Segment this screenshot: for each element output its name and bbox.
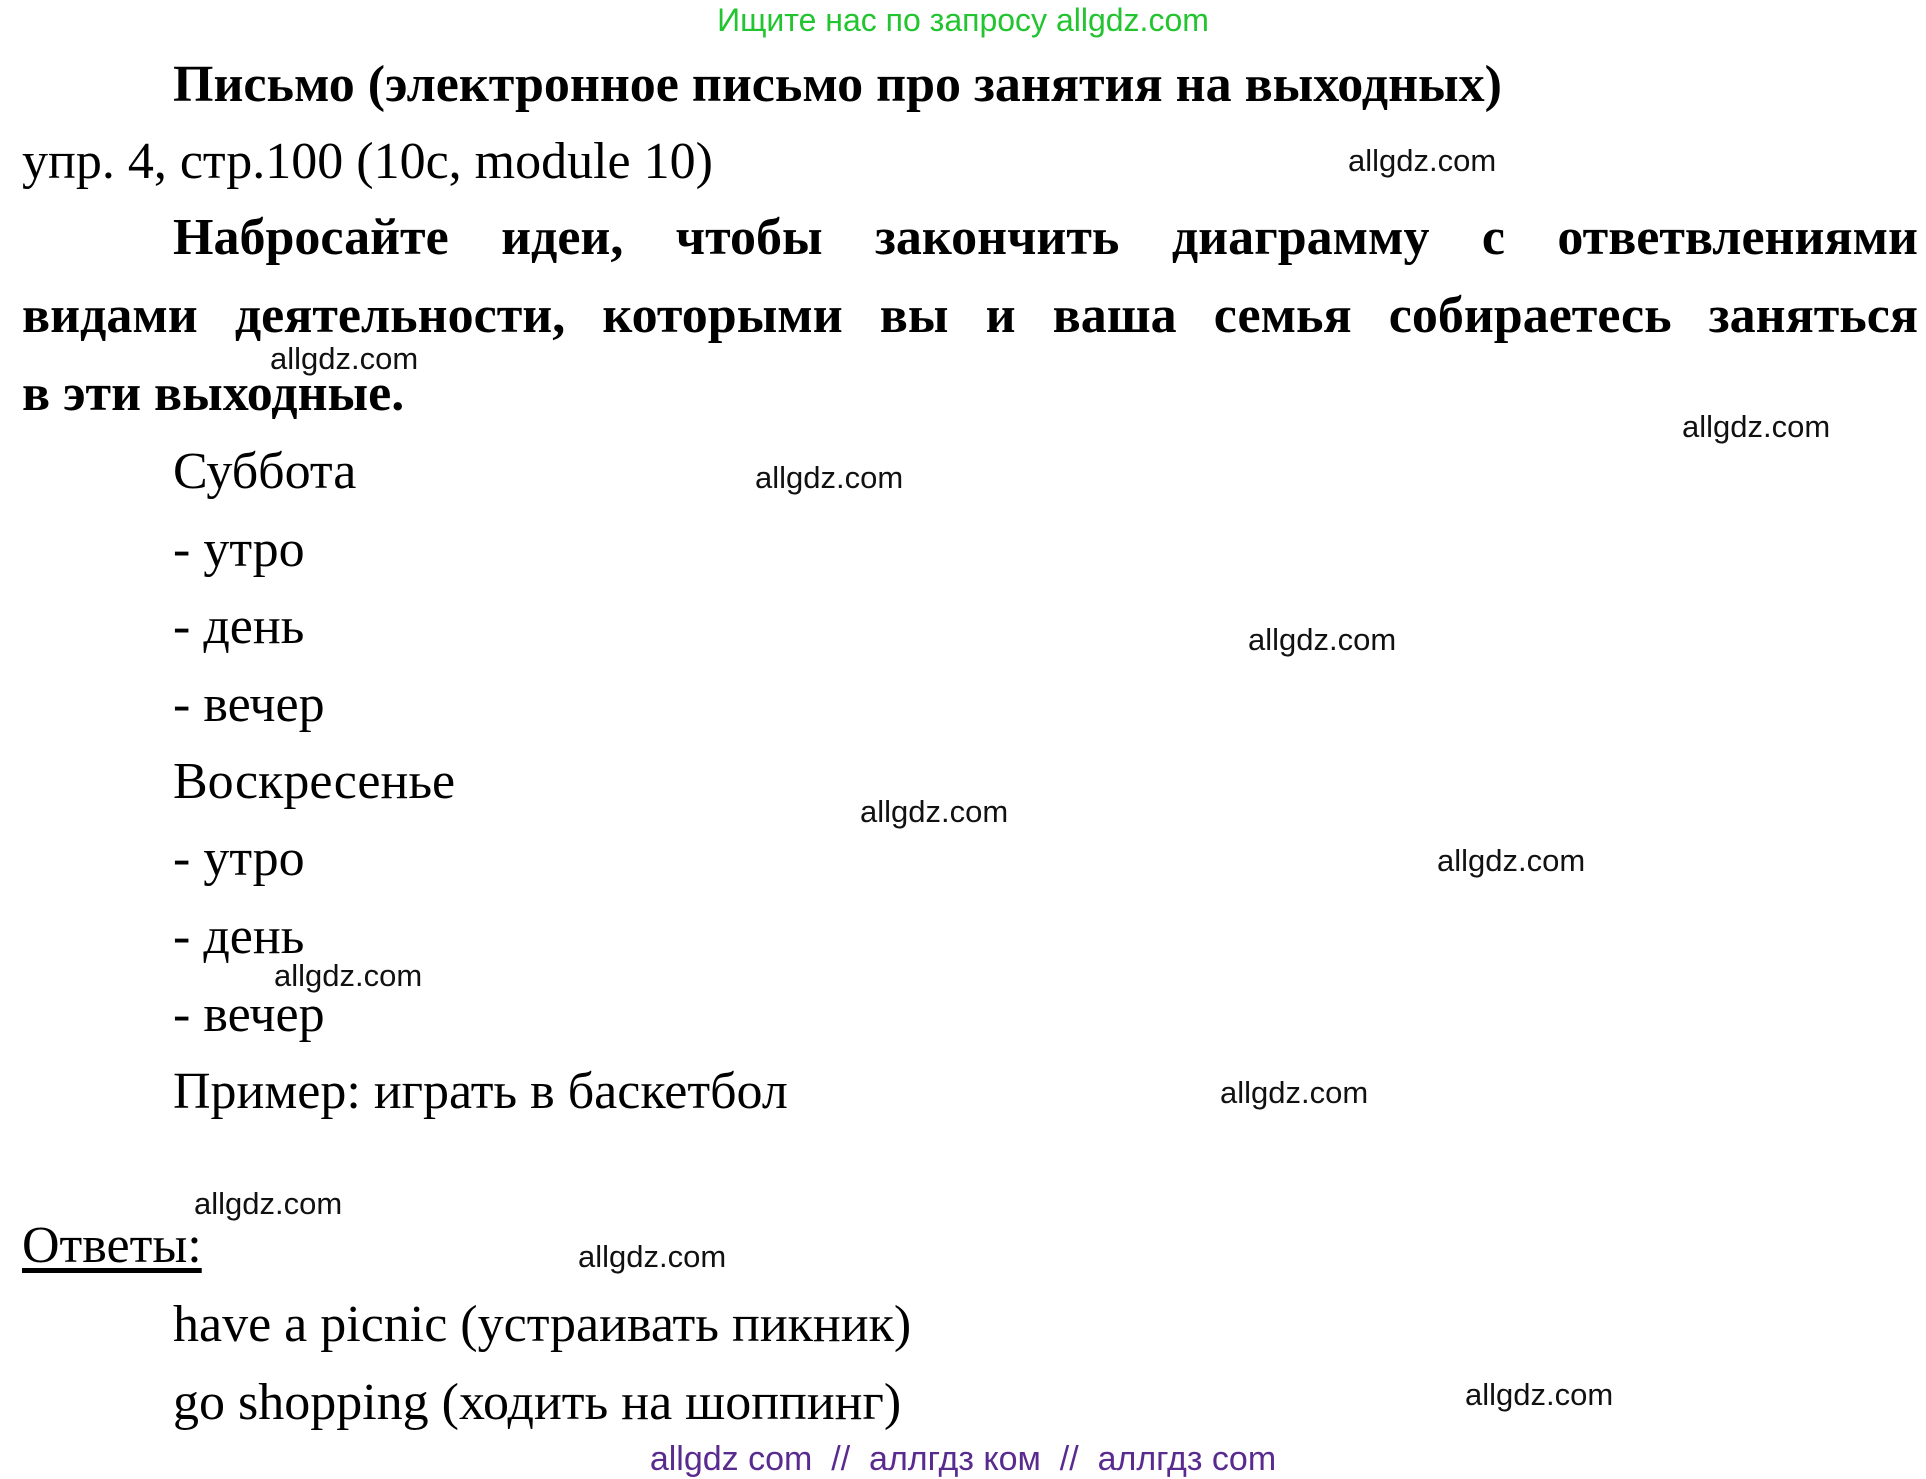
watermark: allgdz.com — [1682, 409, 1831, 444]
watermark: allgdz.com — [1348, 143, 1497, 178]
sunday-afternoon: - день — [173, 908, 305, 965]
task-line-1: Набросайте идеи, чтобы закончить диаграмму с ответвлениями — [173, 209, 1918, 266]
exercise-reference: упр. 4, стр.100 (10c, module 10) — [22, 133, 713, 190]
letter-title: Письмо (электронное письмо про занятия на выходных) — [173, 56, 1502, 113]
saturday-afternoon: - день — [173, 598, 305, 655]
task-line-3: в эти выходные. — [22, 365, 405, 422]
watermark: allgdz.com — [860, 794, 1009, 829]
sunday-morning: - утро — [173, 830, 305, 887]
watermark: allgdz.com — [1220, 1075, 1369, 1110]
example-line: Пример: играть в баскетбол — [173, 1063, 788, 1120]
answer-item: go shopping (ходить на шоппинг) — [173, 1374, 902, 1431]
top-banner: Ищите нас по запросу allgdz.com — [717, 2, 1209, 38]
day-sunday: Воскресенье — [173, 753, 456, 810]
watermark: allgdz.com — [1437, 843, 1586, 878]
saturday-morning: - утро — [173, 521, 305, 578]
watermark: allgdz.com — [578, 1239, 727, 1274]
watermark: allgdz.com — [1248, 622, 1397, 657]
watermark: allgdz.com — [270, 341, 419, 376]
watermark: allgdz.com — [194, 1186, 343, 1221]
day-saturday: Суббота — [173, 443, 357, 500]
watermark: allgdz.com — [1465, 1377, 1614, 1412]
saturday-evening: - вечер — [173, 676, 325, 733]
watermark: allgdz.com — [755, 460, 904, 495]
watermark: allgdz.com — [274, 958, 423, 993]
sunday-evening: - вечер — [173, 986, 325, 1043]
task-line-2: видами деятельности, которыми вы и ваша семья собираетесь заняться — [22, 287, 1918, 344]
footer-links: allgdz com // аллгдз ком // аллгдз com — [649, 1440, 1277, 1478]
answer-item: have a picnic (устраивать пикник) — [173, 1296, 912, 1353]
answers-heading: Ответы: — [22, 1217, 202, 1274]
